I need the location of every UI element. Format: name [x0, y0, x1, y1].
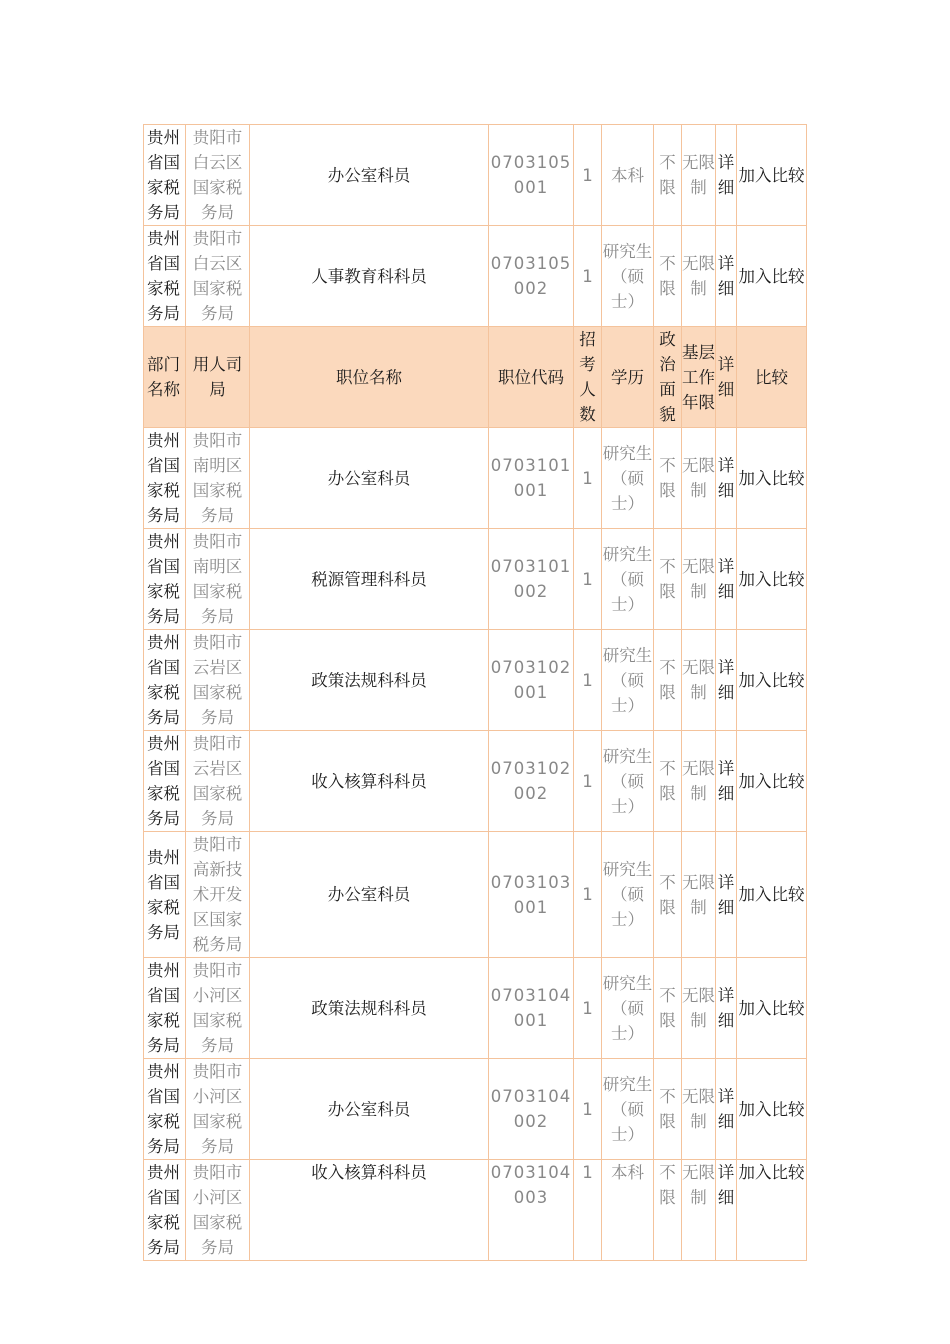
grassroots-years-cell: 无限制 — [682, 731, 716, 832]
position-name-cell: 收入核算科科员 — [250, 1160, 489, 1261]
dept-cell: 贵州省国家税务局 — [144, 958, 186, 1059]
detail-link[interactable]: 详细 — [716, 731, 737, 832]
dept-cell: 贵州省国家税务局 — [144, 1160, 186, 1261]
position-name-cell: 办公室科员 — [250, 832, 489, 958]
grassroots-years-cell: 无限制 — [682, 529, 716, 630]
dept-cell: 贵州省国家税务局 — [144, 226, 186, 327]
dept-cell: 贵州省国家税务局 — [144, 630, 186, 731]
bureau-cell: 贵阳市南明区国家税务局 — [186, 529, 250, 630]
bureau-cell: 贵阳市南明区国家税务局 — [186, 428, 250, 529]
dept-cell: 贵州省国家税务局 — [144, 428, 186, 529]
add-compare-link[interactable]: 加入比较 — [737, 1160, 807, 1261]
header-bureau: 用人司局 — [186, 327, 250, 428]
headcount-cell: 1 — [574, 1059, 602, 1160]
position-code-cell: 0703101001 — [489, 428, 574, 529]
education-cell: 本科 — [602, 125, 654, 226]
add-compare-link[interactable]: 加入比较 — [737, 226, 807, 327]
detail-link[interactable]: 详细 — [716, 529, 737, 630]
dept-cell: 贵州省国家税务局 — [144, 125, 186, 226]
education-cell: 研究生（硕士） — [602, 1059, 654, 1160]
political-status-cell: 不限 — [654, 630, 682, 731]
position-name-cell: 人事教育科科员 — [250, 226, 489, 327]
detail-link[interactable]: 详细 — [716, 1059, 737, 1160]
detail-link[interactable]: 详细 — [716, 1160, 737, 1261]
position-code-cell: 0703104003 — [489, 1160, 574, 1261]
add-compare-link[interactable]: 加入比较 — [737, 125, 807, 226]
dept-cell: 贵州省国家税务局 — [144, 1059, 186, 1160]
grassroots-years-cell: 无限制 — [682, 125, 716, 226]
education-cell: 研究生（硕士） — [602, 226, 654, 327]
position-code-cell: 0703105002 — [489, 226, 574, 327]
position-code-cell: 0703102002 — [489, 731, 574, 832]
headcount-cell: 1 — [574, 1160, 602, 1261]
political-status-cell: 不限 — [654, 1059, 682, 1160]
table-row — [144, 428, 807, 529]
table-row — [144, 731, 807, 832]
bureau-cell: 贵阳市云岩区国家税务局 — [186, 630, 250, 731]
headcount-cell: 1 — [574, 125, 602, 226]
header-education: 学历 — [602, 327, 654, 428]
political-status-cell: 不限 — [654, 226, 682, 327]
bureau-cell: 贵阳市白云区国家税务局 — [186, 226, 250, 327]
add-compare-link[interactable]: 加入比较 — [737, 832, 807, 958]
header-grassroots-years: 基层工作年限 — [682, 327, 716, 428]
headcount-cell: 1 — [574, 428, 602, 529]
detail-link[interactable]: 详细 — [716, 226, 737, 327]
bureau-cell: 贵阳市白云区国家税务局 — [186, 125, 250, 226]
position-name-cell: 办公室科员 — [250, 1059, 489, 1160]
table-row — [144, 958, 807, 1059]
education-cell: 研究生（硕士） — [602, 630, 654, 731]
political-status-cell: 不限 — [654, 958, 682, 1059]
detail-link[interactable]: 详细 — [716, 958, 737, 1059]
dept-cell: 贵州省国家税务局 — [144, 529, 186, 630]
education-cell: 研究生（硕士） — [602, 529, 654, 630]
grassroots-years-cell: 无限制 — [682, 1059, 716, 1160]
grassroots-years-cell: 无限制 — [682, 630, 716, 731]
position-code-cell: 0703104001 — [489, 958, 574, 1059]
add-compare-link[interactable]: 加入比较 — [737, 731, 807, 832]
bureau-cell: 贵阳市小河区国家税务局 — [186, 1160, 250, 1261]
position-code-cell: 0703104002 — [489, 1059, 574, 1160]
add-compare-link[interactable]: 加入比较 — [737, 1059, 807, 1160]
detail-link[interactable]: 详细 — [716, 630, 737, 731]
political-status-cell: 不限 — [654, 1160, 682, 1261]
table-row — [144, 226, 807, 327]
header-detail: 详细 — [716, 327, 737, 428]
position-name-cell: 政策法规科科员 — [250, 958, 489, 1059]
header-position-code: 职位代码 — [489, 327, 574, 428]
political-status-cell: 不限 — [654, 731, 682, 832]
headcount-cell: 1 — [574, 226, 602, 327]
dept-cell: 贵州省国家税务局 — [144, 731, 186, 832]
bureau-cell: 贵阳市小河区国家税务局 — [186, 958, 250, 1059]
header-position-name: 职位名称 — [250, 327, 489, 428]
bureau-cell: 贵阳市高新技术开发区国家税务局 — [186, 832, 250, 958]
position-name-cell: 办公室科员 — [250, 125, 489, 226]
position-code-cell: 0703101002 — [489, 529, 574, 630]
education-cell: 研究生（硕士） — [602, 428, 654, 529]
grassroots-years-cell: 无限制 — [682, 428, 716, 529]
education-cell: 研究生（硕士） — [602, 832, 654, 958]
grassroots-years-cell: 无限制 — [682, 832, 716, 958]
add-compare-link[interactable]: 加入比较 — [737, 958, 807, 1059]
headcount-cell: 1 — [574, 832, 602, 958]
position-code-cell: 0703103001 — [489, 832, 574, 958]
bureau-cell: 贵阳市云岩区国家税务局 — [186, 731, 250, 832]
grassroots-years-cell: 无限制 — [682, 958, 716, 1059]
headcount-cell: 1 — [574, 731, 602, 832]
education-cell: 研究生（硕士） — [602, 958, 654, 1059]
table-row — [144, 832, 807, 958]
header-compare: 比较 — [737, 327, 807, 428]
grassroots-years-cell: 无限制 — [682, 226, 716, 327]
table-row — [144, 1160, 807, 1261]
bureau-cell: 贵阳市小河区国家税务局 — [186, 1059, 250, 1160]
table-body — [144, 125, 807, 1261]
header-dept: 部门名称 — [144, 327, 186, 428]
position-code-cell: 0703102001 — [489, 630, 574, 731]
table-row — [144, 1059, 807, 1160]
dept-cell: 贵州省国家税务局 — [144, 832, 186, 958]
education-cell: 研究生（硕士） — [602, 731, 654, 832]
table-header-row — [144, 327, 807, 428]
header-political-status: 政治面貌 — [654, 327, 682, 428]
position-name-cell: 办公室科员 — [250, 428, 489, 529]
add-compare-link[interactable]: 加入比较 — [737, 529, 807, 630]
political-status-cell: 不限 — [654, 125, 682, 226]
detail-link[interactable]: 详细 — [716, 832, 737, 958]
political-status-cell: 不限 — [654, 428, 682, 529]
position-name-cell: 税源管理科科员 — [250, 529, 489, 630]
table-row — [144, 125, 807, 226]
position-name-cell: 收入核算科科员 — [250, 731, 489, 832]
political-status-cell: 不限 — [654, 529, 682, 630]
headcount-cell: 1 — [574, 958, 602, 1059]
add-compare-link[interactable]: 加入比较 — [737, 428, 807, 529]
grassroots-years-cell: 无限制 — [682, 1160, 716, 1261]
add-compare-link[interactable]: 加入比较 — [737, 630, 807, 731]
headcount-cell: 1 — [574, 529, 602, 630]
position-code-cell: 0703105001 — [489, 125, 574, 226]
job-listing-table — [143, 124, 807, 1261]
detail-link[interactable]: 详细 — [716, 428, 737, 529]
header-headcount: 招考人数 — [574, 327, 602, 428]
education-cell: 本科 — [602, 1160, 654, 1261]
headcount-cell: 1 — [574, 630, 602, 731]
table-row — [144, 529, 807, 630]
table-row — [144, 630, 807, 731]
position-name-cell: 政策法规科科员 — [250, 630, 489, 731]
political-status-cell: 不限 — [654, 832, 682, 958]
detail-link[interactable]: 详细 — [716, 125, 737, 226]
